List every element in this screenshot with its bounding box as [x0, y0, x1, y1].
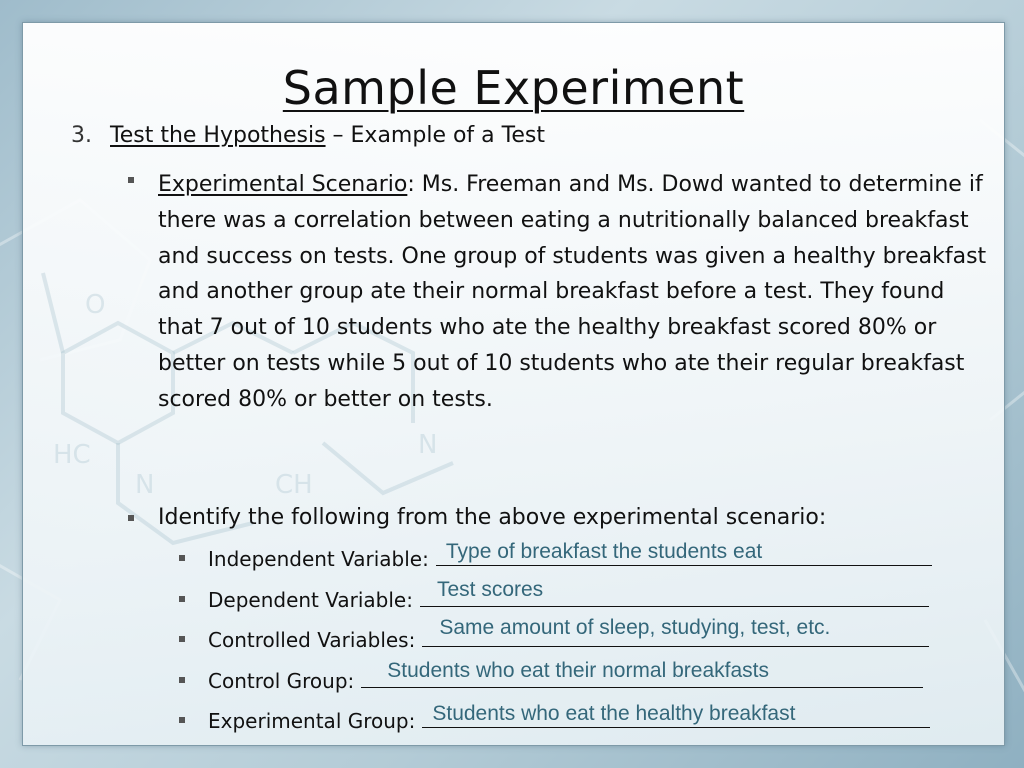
experimental-group-answer: Students who eat the healthy breakfast: [432, 702, 796, 725]
dependent-variable-answer: Test scores: [436, 578, 544, 601]
svg-text:O: O: [85, 290, 106, 320]
controlled-variables-answer: Same amount of sleep, studying, test, etc.: [439, 616, 831, 639]
svg-text:CH: CH: [275, 470, 313, 500]
item-heading: Test the Hypothesis: [110, 123, 326, 148]
bullet-identify: [128, 515, 134, 521]
bullet-experimental-group: [179, 717, 185, 723]
independent-variable-answer: Type of breakfast the students eat: [445, 540, 763, 563]
bullet-independent-variable: [179, 555, 185, 561]
slide: [22, 22, 1005, 746]
control-group-line: [208, 659, 923, 693]
identify-prompt: Identify the following from the above experimental scenario:: [158, 505, 827, 530]
dependent-variable-label: Dependent Variable:: [208, 588, 413, 612]
experimental-group-line: [208, 702, 930, 733]
item-heading-rest: – Example of a Test: [325, 123, 545, 148]
dependent-variable-line: [208, 578, 929, 612]
independent-variable-label: Independent Variable:: [208, 547, 429, 571]
independent-variable-line: [208, 540, 932, 571]
bullet-dependent-variable: [179, 596, 185, 602]
scenario-text: : Ms. Freeman and Ms. Dowd wanted to determine if there was a correlation between eating a nutritionally balanced breakfast and success on tests. One group of students was given a healthy breakfast and another group ate their normal breakfast before a test. They found that 7 out of 10 students who ate the healthy breakfast scored 80% or better on tests while 5 out of 10 students who ate their regular breakfast scored 80% or better on tests.: [158, 172, 987, 412]
scenario-label: Experimental Scenario: [158, 172, 408, 197]
item-heading-line: [110, 123, 545, 148]
independent-variable-blank: [436, 540, 932, 566]
controlled-variables-label: Controlled Variables:: [208, 628, 416, 652]
svg-text:HC: HC: [53, 440, 91, 470]
experimental-group-label: Experimental Group:: [208, 709, 416, 733]
bullet-controlled-variables: [179, 636, 185, 642]
controlled-variables-blank: [422, 616, 929, 647]
experimental-group-blank: [422, 702, 930, 728]
controlled-variables-line: [208, 616, 929, 652]
scenario-paragraph: [158, 167, 988, 418]
dependent-variable-blank: [420, 578, 929, 607]
item-number: 3.: [71, 123, 92, 148]
control-group-answer: Students who eat their normal breakfasts: [387, 659, 769, 682]
bullet-scenario: [128, 177, 134, 183]
control-group-blank: [361, 659, 923, 688]
control-group-label: Control Group:: [208, 669, 355, 693]
slide-title: Sample Experiment: [282, 61, 745, 115]
svg-text:N: N: [418, 430, 438, 460]
svg-text:N: N: [135, 470, 155, 500]
bullet-control-group: [179, 677, 185, 683]
